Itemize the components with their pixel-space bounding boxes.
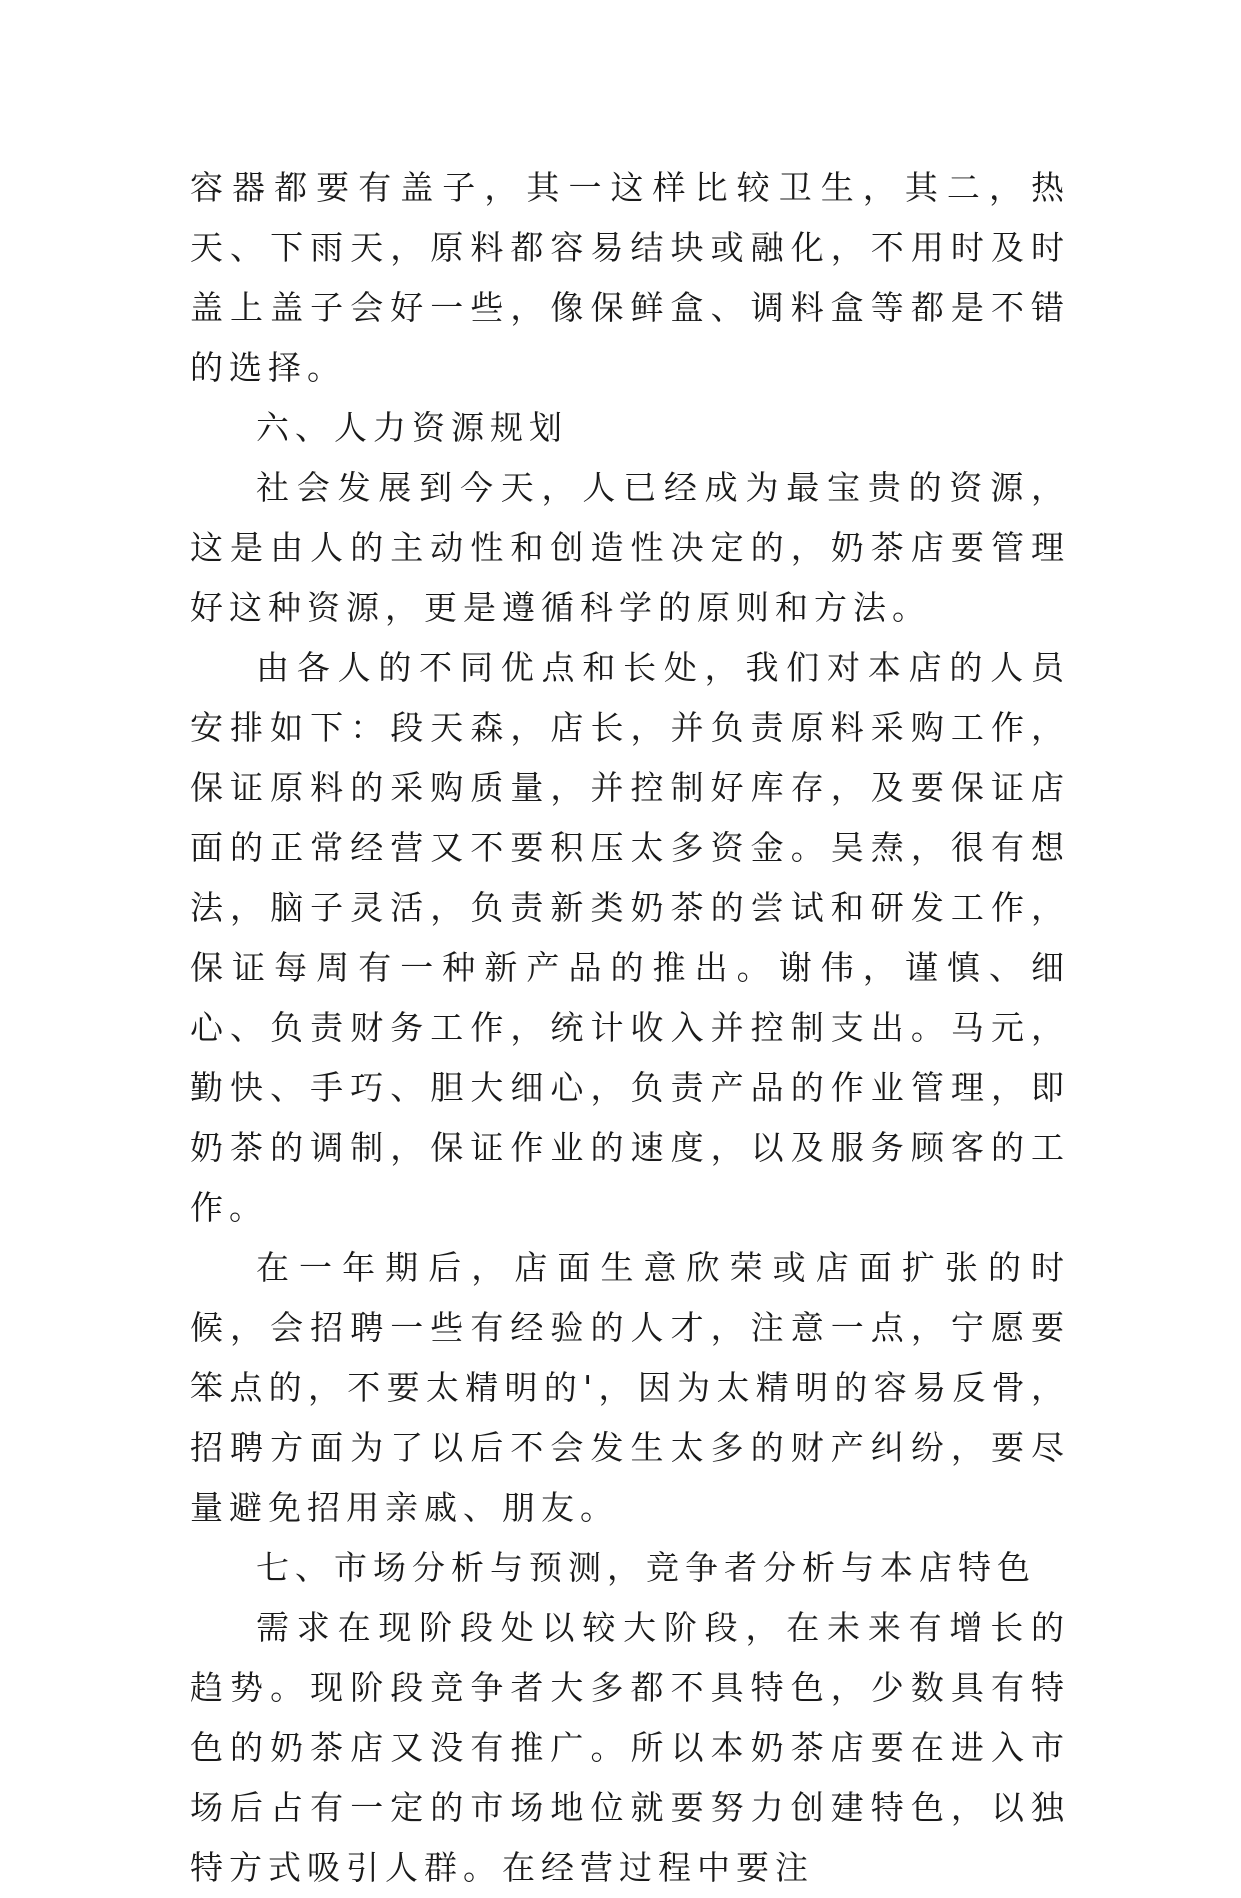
paragraph-staff-assignment: 由各人的不同优点和长处，我们对本店的人员安排如下：段天森，店长，并负责原料采购工作，保证原料的采购质量，并控制好库存，及要保证店面的正常经营又不要积压太多资金。吴焘，很有想法，脑子灵活，负责新类奶茶的尝试和研发工作，保证每周有一种新产品的推出。谢伟，谨慎、细心、负责财务工作，统计收入并控制支出。马元，勤快、手巧、胆大细心，负责产品的作业管理，即奶茶的调制，保证作业的速度，以及服务顾客的工作。 [190,648,1070,1227]
section-heading-market-analysis: 七、市场分析与预测，竞争者分析与本店特色 [256,1548,1036,1587]
document-body [190,158,1070,1898]
paragraph-market-demand: 需求在现阶段处以较大阶段，在未来有增长的趋势。现阶段竞争者大多都不具特色，少数具有特色的奶茶店又没有推广。所以本奶茶店要在进入市场后占有一定的市场地位就要努力创建特色，以独特方式吸引人群。在经营过程中要注 [190,1608,1070,1887]
paragraph-container-lids: 容器都要有盖子，其一这样比较卫生，其二，热天、下雨天，原料都容易结块或融化，不用时及时盖上盖子会好一些，像保鲜盒、调料盒等都是不错的选择。 [190,168,1070,387]
paragraph-human-resources: 社会发展到今天，人已经成为最宝贵的资源，这是由人的主动性和创造性决定的，奶茶店要管理好这种资源，更是遵循科学的原则和方法。 [190,468,1070,627]
paragraph-hiring-plan: 在一年期后，店面生意欣荣或店面扩张的时候，会招聘一些有经验的人才，注意一点，宁愿要笨点的，不要太精明的'，因为太精明的容易反骨，招聘方面为了以后不会发生太多的财产纠纷，要尽量避免招用亲戚、朋友。 [190,1248,1070,1527]
section-heading-hr-planning: 六、人力资源规划 [256,408,568,447]
